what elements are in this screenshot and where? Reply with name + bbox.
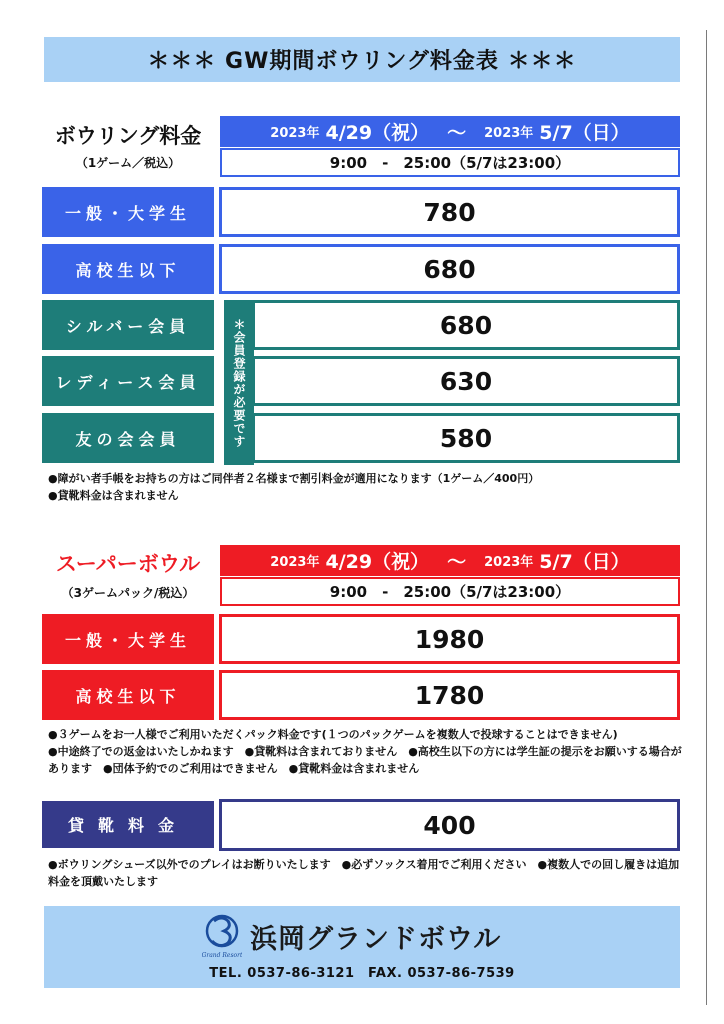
date-end: 5/7（日） — [539, 122, 630, 144]
bowling-price-general: 780 — [219, 187, 680, 237]
bowling-price-highschool: 680 — [219, 244, 680, 294]
date-start-year: 2023年 — [270, 126, 320, 141]
right-edge-rule — [706, 30, 707, 1005]
date-end: 5/7（日） — [539, 551, 630, 573]
page-title: ＊＊＊ GW期間ボウリング料金表 ＊＊＊ — [44, 37, 680, 82]
bowling-note-2: ●貸靴料金は含まれません — [48, 489, 179, 502]
superbowl-price-highschool: 1780 — [219, 670, 680, 720]
date-start-year: 2023年 — [270, 555, 320, 570]
bowling-hours: 9:00 - 25:00（5/7は23:00） — [220, 148, 680, 177]
bowling-price-ladies: 630 — [252, 356, 680, 406]
brand-name: 浜岡グランドボウル — [250, 924, 502, 955]
bowling-notes — [48, 470, 688, 504]
superbowl-hours: 9:00 - 25:00（5/7は23:00） — [220, 577, 680, 606]
date-end-year: 2023年 — [484, 126, 534, 141]
bowling-note-1: ●障がい者手帳をお持ちの方はご同伴者２名様まで割引料金が適用になります（1ゲーム／400円） — [48, 472, 540, 485]
bowling-section-title: ボウリング料金 — [54, 124, 202, 148]
bowling-label-ladies: レディース会員 — [42, 356, 214, 406]
date-start: 4/29（祝） — [325, 551, 430, 573]
superbowl-note-2: ●中途終了での返金はいたしかねます ●貸靴料は含まれておりません ●高校生以下の方には学生証の提示をお願いする場合があります ●団体予約でのご利用はできません ●貸靴料金は含まれません — [48, 745, 682, 775]
superbowl-label-general: 一般・大学生 — [42, 614, 214, 664]
date-end-year: 2023年 — [484, 555, 534, 570]
superbowl-section-subtitle: （3ゲームパック/税込） — [61, 586, 195, 600]
superbowl-notes — [48, 726, 688, 777]
bowling-section-subtitle: （1ゲーム／税込） — [75, 156, 181, 170]
bowling-label-friends: 友の会会員 — [42, 413, 214, 463]
member-registration-note: ＊会員登録が必要です — [224, 300, 254, 465]
logo-caption: Grand Resort — [202, 952, 242, 959]
bowling-price-silver: 680 — [252, 300, 680, 350]
shoe-rental-price: 400 — [219, 799, 680, 851]
superbowl-price-general: 1980 — [219, 614, 680, 664]
date-tilde: ～ — [447, 551, 467, 573]
date-start: 4/29（祝） — [325, 122, 430, 144]
date-tilde: ～ — [447, 122, 467, 144]
bowling-label-general: 一般・大学生 — [42, 187, 214, 237]
bowling-label-highschool: 高校生以下 — [42, 244, 214, 294]
shoe-rental-label: 貸靴料金 — [42, 801, 214, 848]
grand-bowl-logo-icon — [202, 913, 242, 961]
superbowl-section-title: スーパーボウル — [55, 552, 201, 576]
bowling-price-friends: 580 — [252, 413, 680, 463]
bowling-date-bar — [220, 116, 680, 147]
shoe-rental-notes: ●ボウリングシューズ以外でのプレイはお断りいたします ●必ずソックス着用でご利用ください ●複数人での回し履きは追加料金を頂戴いたします — [48, 858, 680, 888]
bowling-label-silver: シルバー会員 — [42, 300, 214, 350]
contact-numbers: TEL. 0537-86-3121 FAX. 0537-86-7539 — [209, 966, 515, 981]
superbowl-label-highschool: 高校生以下 — [42, 670, 214, 720]
superbowl-note-1: ●３ゲームをお一人様でご利用いただくパック料金です(１つのパックゲームを複数人で投球することはできません) — [48, 728, 618, 741]
superbowl-date-bar — [220, 545, 680, 576]
